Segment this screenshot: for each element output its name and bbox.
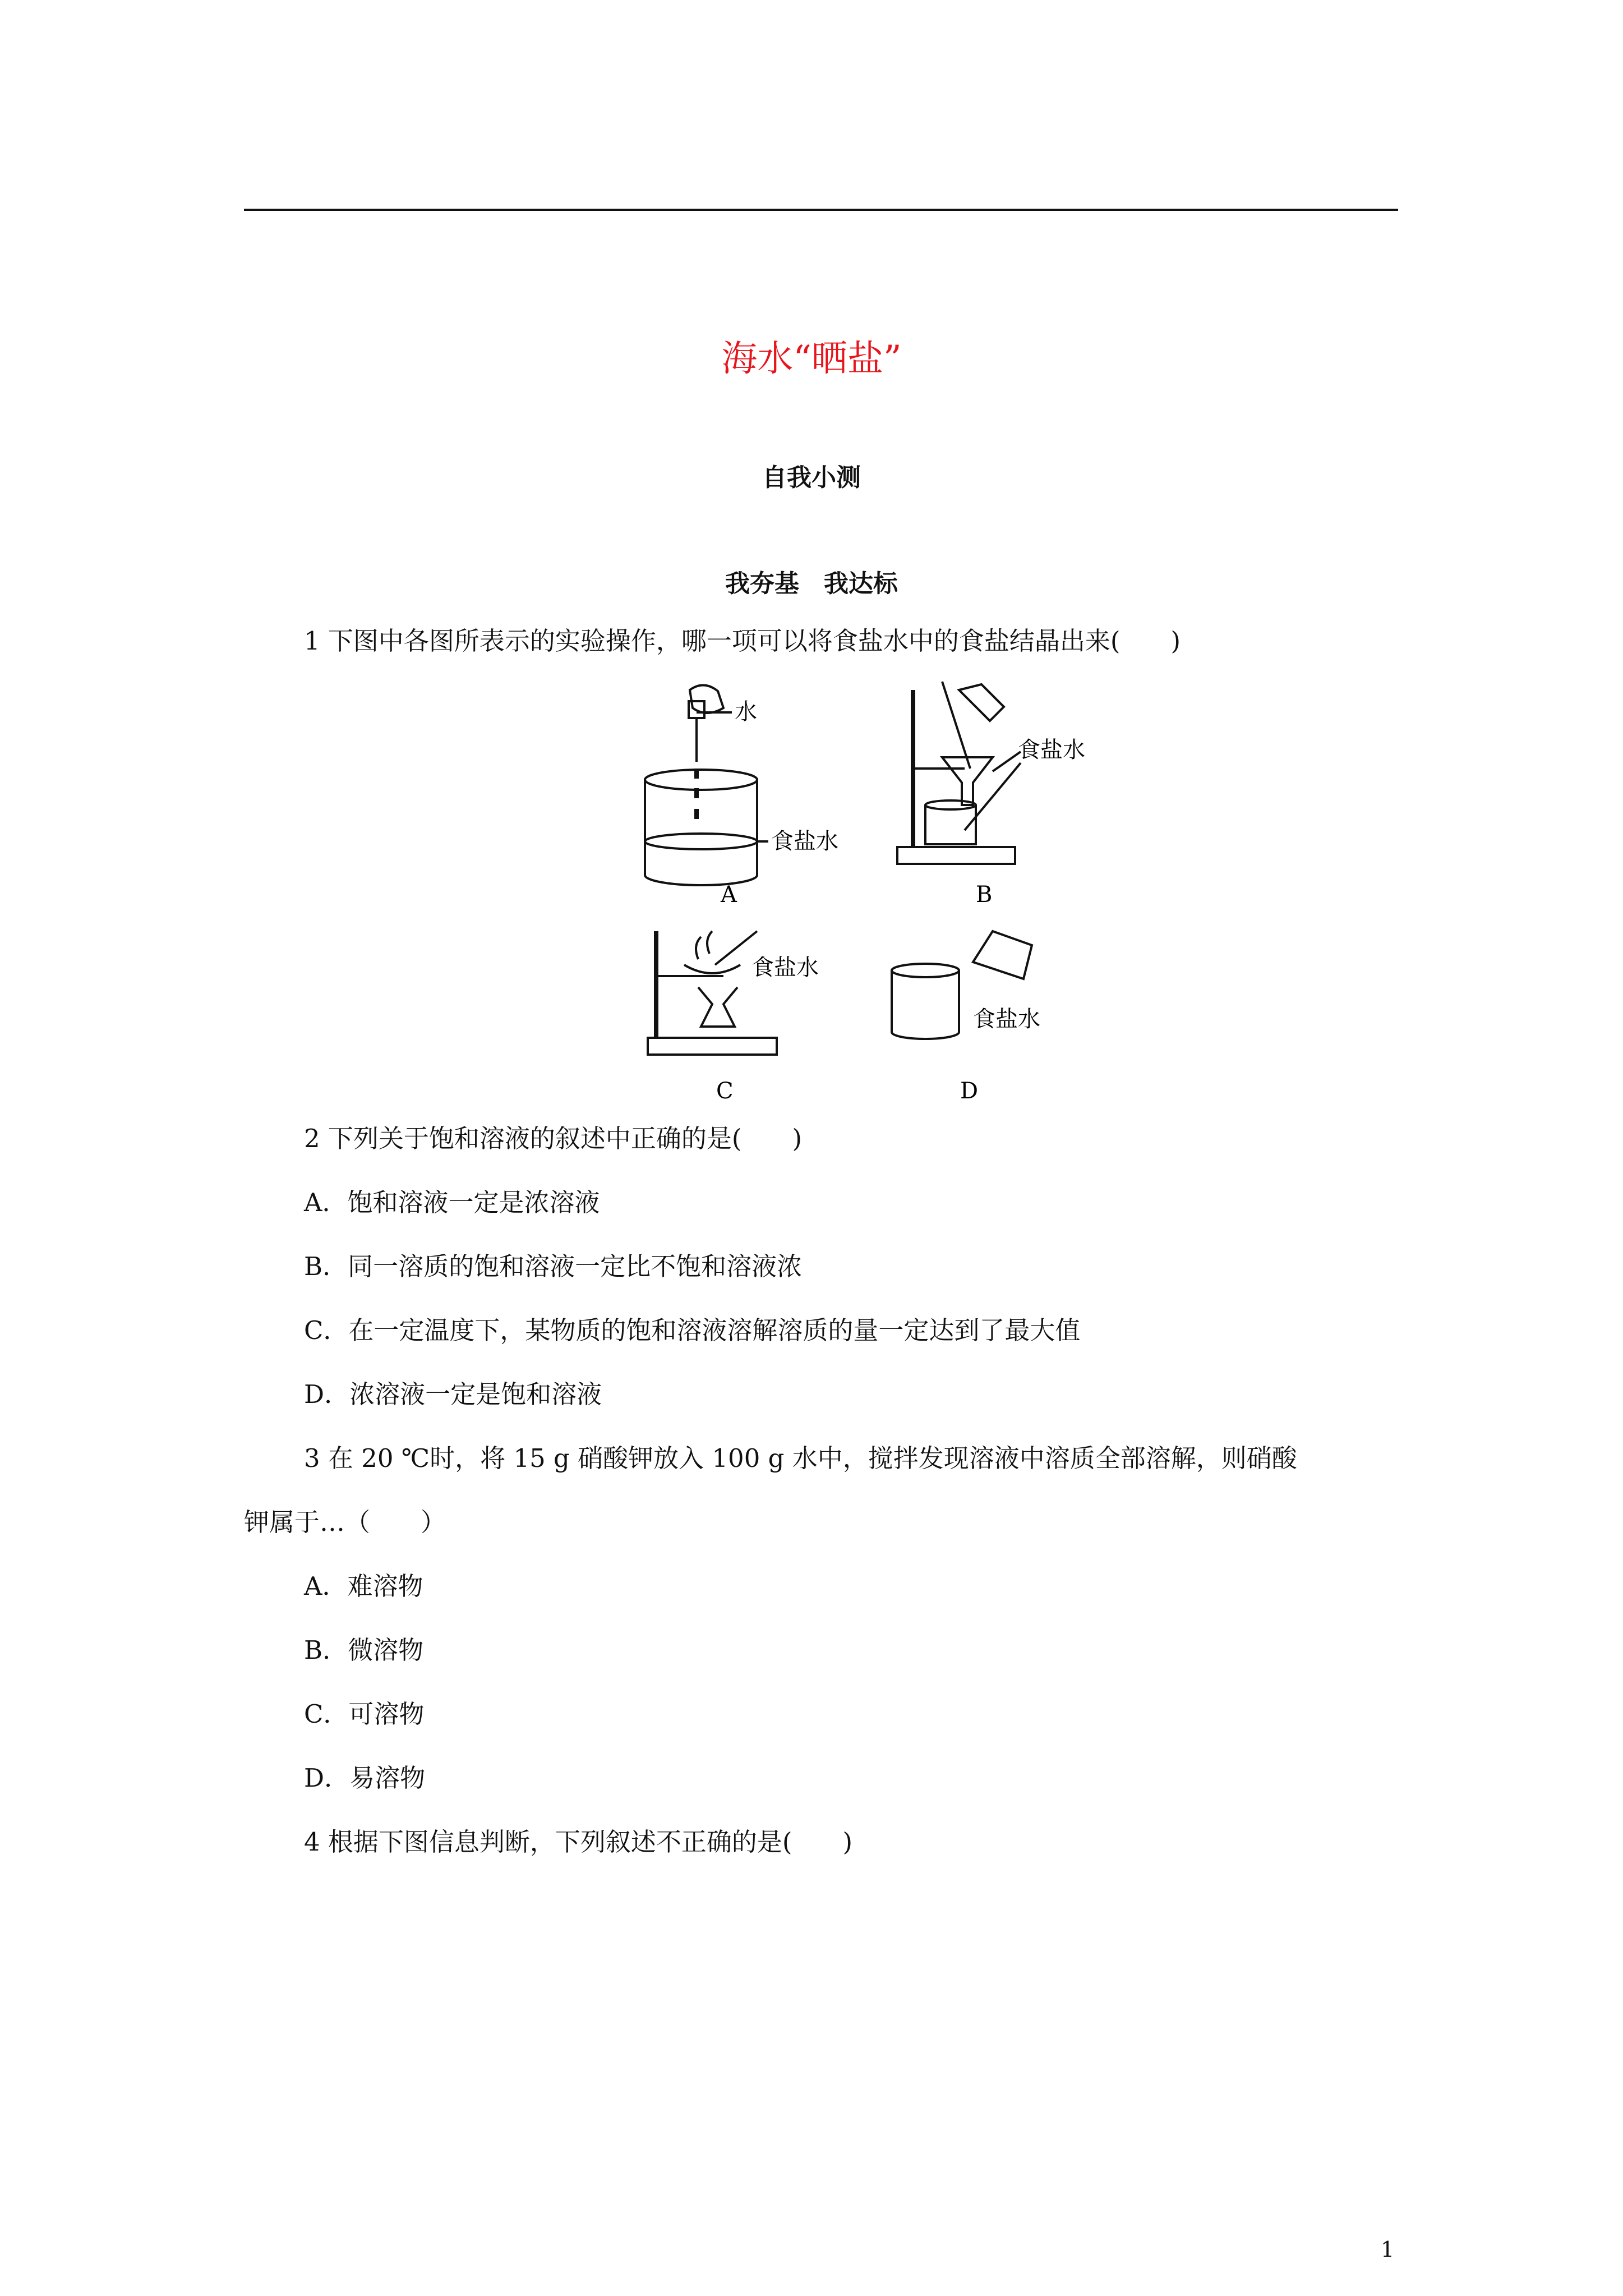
beaker-d-tilted (973, 931, 1032, 979)
figure-d-label-saltwater: 食盐水 (973, 1006, 1040, 1032)
figure-c-label-saltwater: 食盐水 (751, 955, 819, 981)
figure-d-pouring (875, 920, 1088, 1111)
funnel-b (942, 757, 993, 805)
q2-option-b: B．同一溶质的饱和溶液一定比不饱和溶液浓 (304, 1251, 803, 1281)
q2-option-a: A．饱和溶液一定是浓溶液 (304, 1188, 600, 1217)
q3-stem-line2: 钾属于…（ ） (244, 1507, 446, 1537)
q2-stem: 2 下列关于饱和溶液的叙述中正确的是( ) (304, 1124, 803, 1153)
section-title-basics: 我夯基 我达标 (725, 569, 898, 598)
figure-a-letter: A (721, 882, 737, 908)
beaker-d (892, 970, 959, 1039)
page-number: 1 (1381, 2237, 1395, 2262)
alcohol-lamp (698, 987, 737, 1027)
figure-b-letter: B (976, 882, 993, 908)
q2-option-d: D．浓溶液一定是饱和溶液 (304, 1379, 602, 1409)
figure-a-dropper-beaker (628, 679, 838, 914)
figure-b-label-saltwater: 食盐水 (1018, 737, 1085, 763)
q4-stem: 4 根据下图信息判断，下列叙述不正确的是( ) (304, 1827, 853, 1857)
q3-option-c: C．可溶物 (304, 1699, 425, 1729)
q1-stem: 1 下图中各图所表示的实验操作，哪一项可以将食盐水中的食盐结晶出来( ) (304, 626, 1181, 656)
figure-a-label-water: 水 (735, 699, 757, 725)
q3-stem-line1: 3 在 20 ℃时，将 15 g 硝酸钾放入 100 g 水中，搅拌发现溶液中溶质全部溶解，则硝酸 (304, 1443, 1297, 1473)
page-title: 海水“晒盐” (721, 338, 902, 380)
q3-option-d: D．易溶物 (304, 1763, 426, 1793)
glass-rod (715, 931, 757, 965)
section-title-self-test: 自我小测 (762, 463, 861, 492)
figure-b-filtration (875, 679, 1088, 914)
figure-d-letter: D (960, 1078, 979, 1104)
header-rule (244, 209, 1398, 211)
figure-c-letter: C (716, 1078, 734, 1104)
figure-a-label-saltwater: 食盐水 (771, 829, 838, 854)
evaporating-dish (684, 965, 740, 973)
figure-c-evaporation (631, 920, 855, 1111)
beaker-b-tilted (959, 684, 1004, 721)
q3-option-a: A．难溶物 (304, 1571, 423, 1601)
q2-option-c: C．在一定温度下，某物质的饱和溶液溶解溶质的量一定达到了最大值 (304, 1315, 1081, 1345)
q3-option-b: B．微溶物 (304, 1635, 424, 1665)
hand-icon (690, 685, 723, 713)
